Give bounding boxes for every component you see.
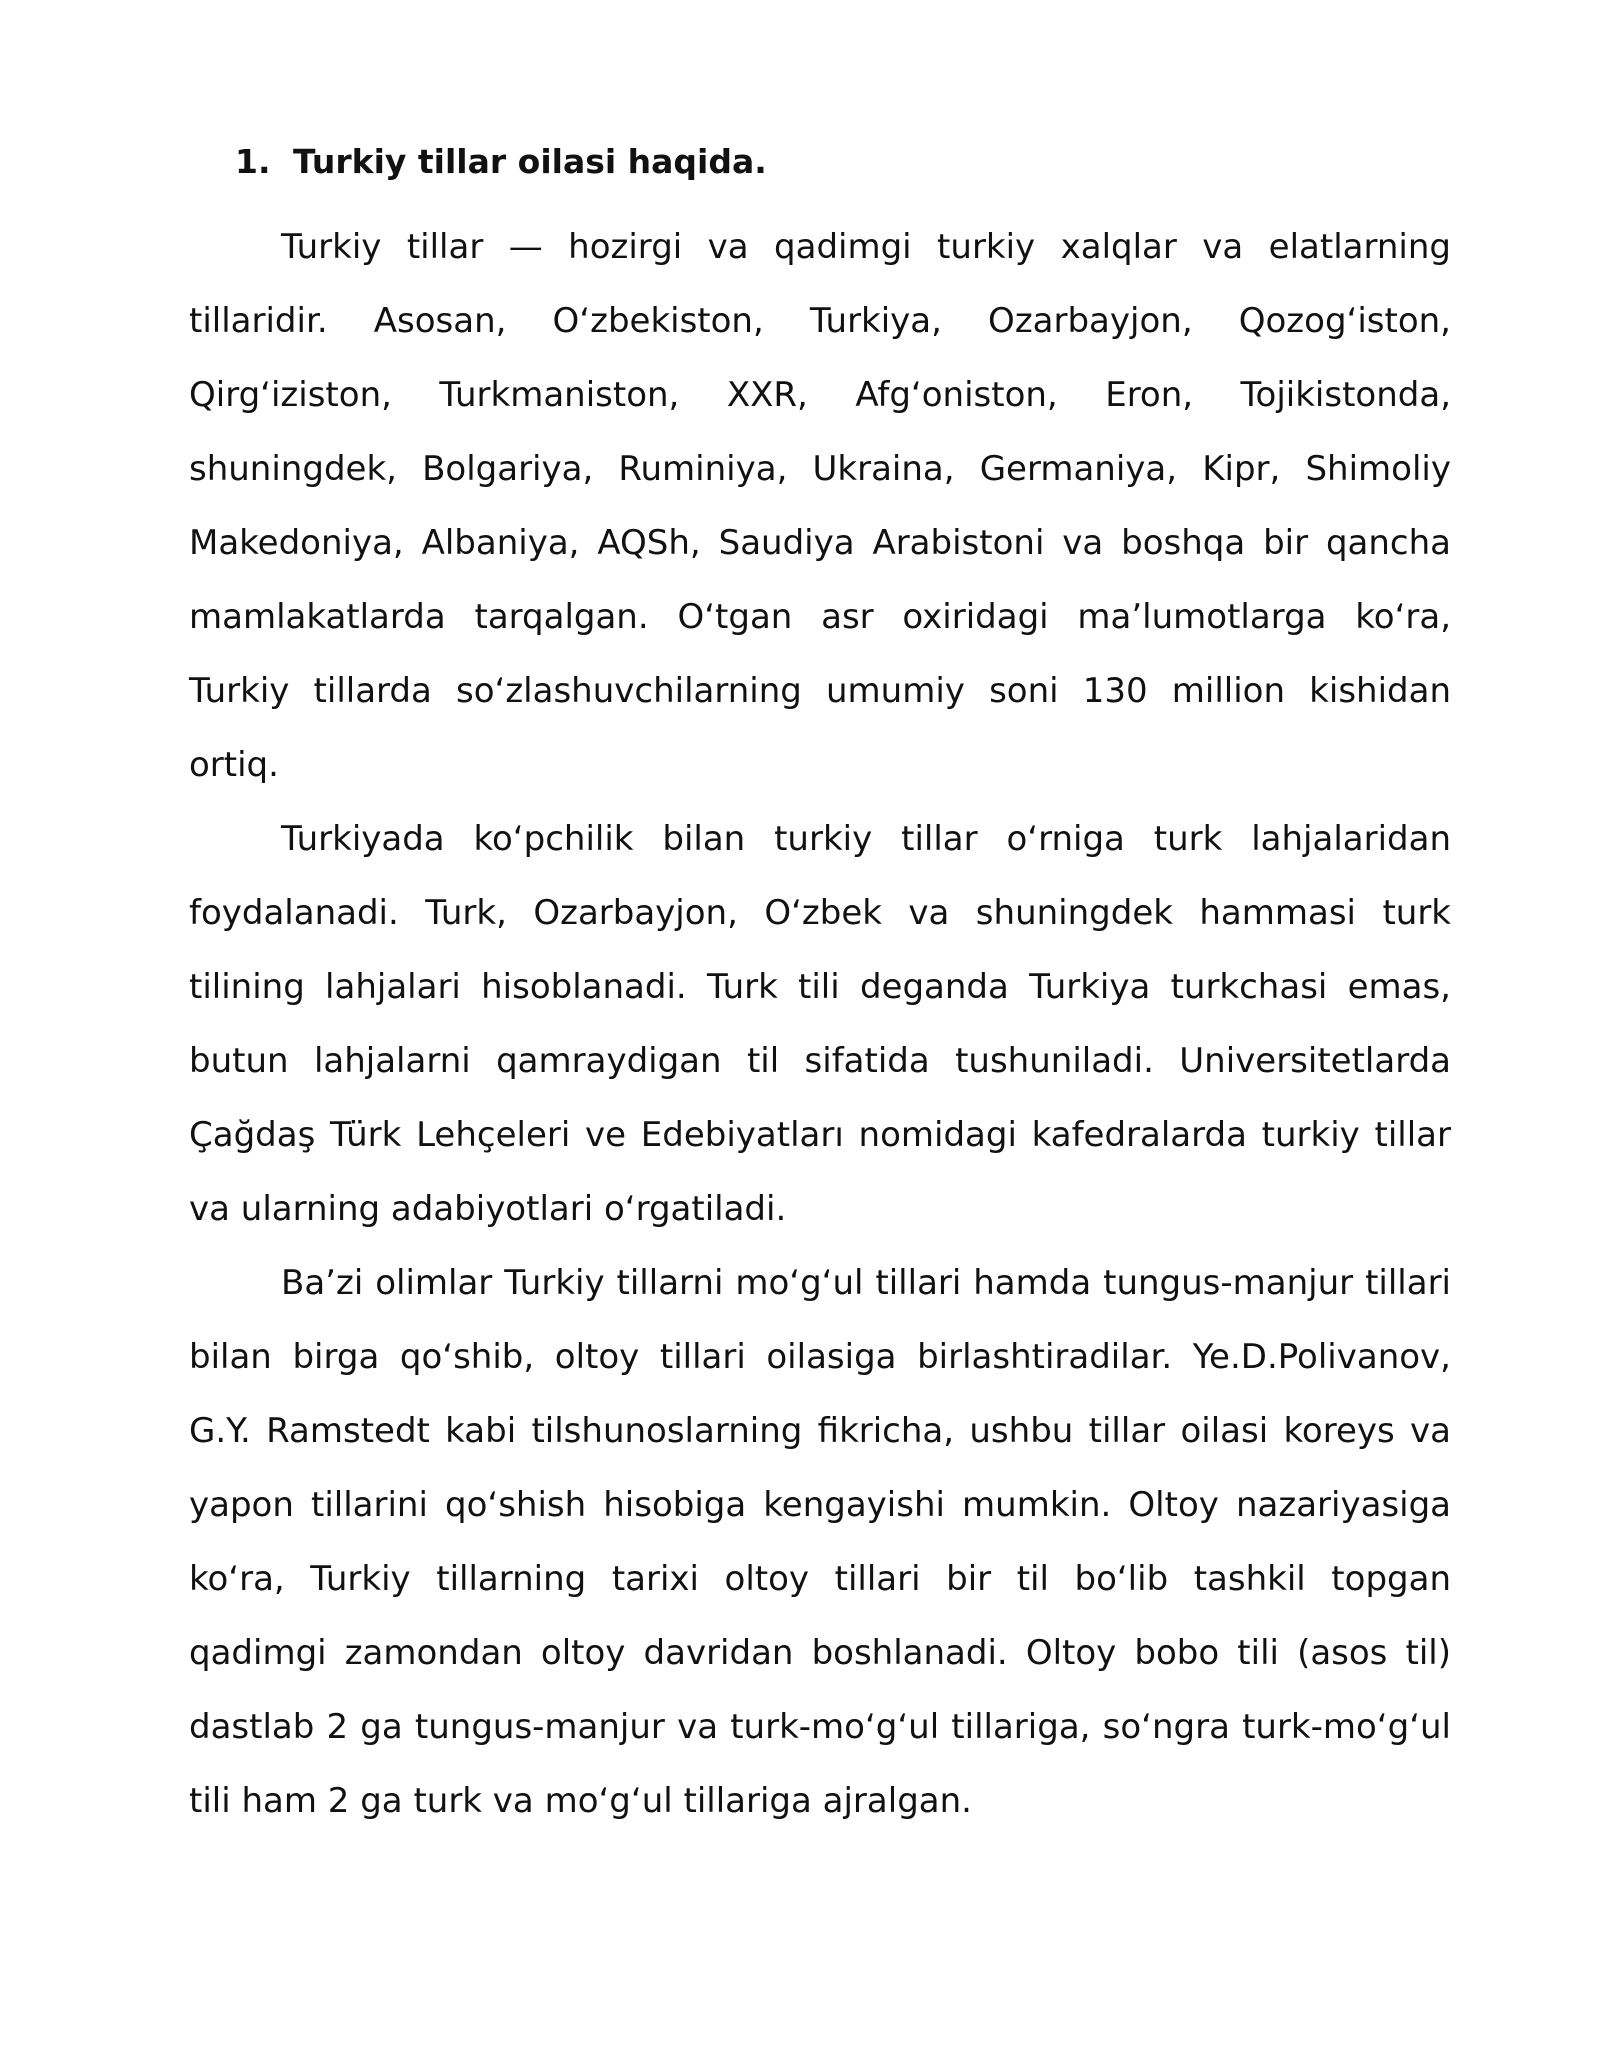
- heading-title: Turkiy tillar oilasi haqida.: [293, 142, 767, 181]
- document-body: [189, 140, 1451, 1838]
- paragraph-turkic-languages-definition: Turkiy tillar — hozirgi va qadimgi turkiy xalqlar va elatlarning tillaridir. Asosan, O‘zbekiston, Turkiya, Ozarbayjon, Qozog‘iston, Qirg‘iziston, Turkmaniston, XXR, Afg‘oniston, Eron, Tojikistonda, shuningdek, Bolgariya, Ruminiya, Ukraina, Germaniya, Kipr, Shimoliy Makedoniya, Albaniya, AQSh, Saudiya Arabistoni va boshqa bir qancha mamlakatlarda tarqalgan. O‘tgan asr oxiridagi ma’lumotlarga ko‘ra, Turkiy tillarda so‘zlashuvchilarning umumiy soni 130 million kishidan ortiq.: [189, 227, 1451, 785]
- paragraph-altaic-theory: Ba’zi olimlar Turkiy tillarni mo‘g‘ul tillari hamda tungus-manjur tillari bilan birga qo‘shib, oltoy tillari oilasiga birlashtiradilar. Ye.D.Polivanov, G.Y. Ramstedt kabi tilshunoslarning fikricha, ushbu tillar oilasi koreys va yapon tillarini qo‘shish hisobiga kengayishi mumkin. Oltoy nazariyasiga ko‘ra, Turkiy tillarning tarixi oltoy tillari bir til bo‘lib tashkil topgan qadimgi zamondan oltoy davridan boshlanadi. Oltoy bobo tili (asos til) dastlab 2 ga tungus-manjur va turk-mo‘g‘ul tillariga, so‘ngra turk-mo‘g‘ul tili ham 2 ga turk va mo‘g‘ul tillariga ajralgan.: [189, 1263, 1451, 1821]
- section-heading: [235, 140, 1451, 184]
- paragraph-turkish-dialects: Turkiyada ko‘pchilik bilan turkiy tillar o‘rniga turk lahjalaridan foydalanadi. Turk, Ozarbayjon, O‘zbek va shuningdek hammasi turk tilining lahjalari hisoblanadi. Turk tili deganda Turkiya turkchasi emas, butun lahjalarni qamraydigan til sifatida tushuniladi. Universitetlarda Çağdaş Türk Lehçeleri ve Edebiyatları nomidagi kafedralarda turkiy tillar va ularning adabiyotlari o‘rgatiladi.: [189, 819, 1451, 1229]
- heading-number: 1.: [235, 142, 271, 181]
